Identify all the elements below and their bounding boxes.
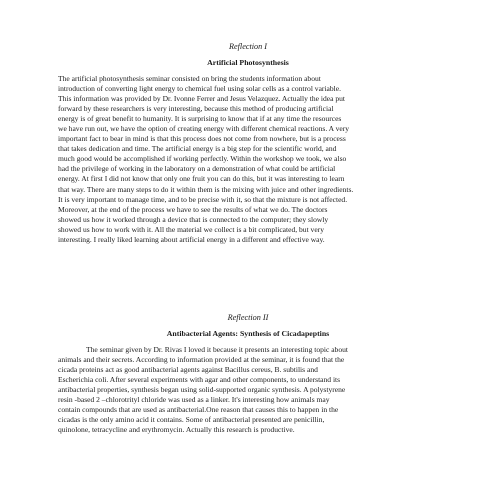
body-line: energy. At first I did not know that only one fruit you can do this, but it was interesting to learn (58, 174, 345, 184)
body-line: showed us how it worked through a device that is connected to the computer; they slowly (58, 214, 329, 224)
body-line: resin -based 2 –chlorotrityl chloride was used as a linker. It's interesting how animals may (58, 395, 330, 405)
body-line: The seminar given by Dr. Rivas I loved it because it presents an interesting topic about (86, 345, 348, 354)
reflection-1-section (58, 42, 438, 245)
body-line: forward by these researchers is very interesting, because this method of producing artificial (58, 104, 334, 114)
reflection-1-body (58, 74, 438, 245)
body-line: energy is of great benefit to humanity. It is surprising to know that if at any time the resources (58, 114, 342, 124)
body-line: cicada proteins act as good antibacterial agents against Bacillus cereus, B. subtilis and (58, 365, 318, 375)
reflection-1-title: Artificial Photosynthesis (207, 58, 289, 67)
body-line: we have run out, we have the option of creating energy with different chemical reactions. A very (58, 124, 350, 134)
body-line: important fact to bear in mind is that this process does not come from nowhere, but is a process (58, 134, 346, 144)
reflection-1-label: Reflection I (229, 42, 267, 51)
reflection-2-label: Reflection II (227, 313, 269, 322)
body-line: that takes dedication and time. The artificial energy is a big step for the scientific world, and (58, 144, 337, 154)
body-line: much good would be accomplished if working perfectly. Within the workshop we took, we also (58, 154, 347, 164)
body-line: antibacterial properties, synthesis began using solid-supported organic synthesis. A polystyrene (58, 385, 346, 395)
body-line: quinolone, tetracycline and erythromycin. Actually this research is productive. (58, 425, 295, 435)
reflection-2-section (58, 313, 438, 435)
body-line: cicadas is the only amino acid it contains. Some of antibacterial presented are penicillin, (58, 415, 325, 425)
body-line: The artificial photosynthesis seminar consisted on bring the students information about (58, 74, 321, 83)
body-line: animals and their secrets. According to information provided at the seminar, it is found that the (58, 355, 345, 365)
body-line: It is very important to manage time, and to be precise with it, so that the mixture is not affected. (58, 194, 348, 204)
body-line: interesting. I really liked learning about artificial energy in a different and effective way. (58, 234, 325, 244)
body-line: Moreover, at the end of the process we have to see the results of what we do. The doctors (58, 204, 328, 214)
body-line: had the privilege of working in the laboratory on a demonstration of what could be artificial (58, 164, 336, 174)
body-line: This information was provided by Dr. Ivonne Ferrer and Jesus Velazquez. Actually the idea put (58, 94, 345, 104)
body-line: that way. There are many steps to do it within them is the mixing with juice and other ingredients. (58, 184, 354, 194)
reflection-2-body (58, 345, 438, 435)
body-line: showed us how to work with it. All the material we collect is a bit complicated, but very (58, 224, 324, 234)
body-line: introduction of converting light energy to chemical fuel using solar cells as a control variable. (58, 84, 341, 94)
body-line: Escherichia coli. After several experiments with agar and other components, to understand its (58, 375, 341, 385)
reflection-2-title: Antibacterial Agents: Synthesis of Cicadapeptins (166, 329, 330, 338)
body-line: contain compounds that are used as antibacterial.One reason that causes this to happen in the (58, 405, 339, 415)
